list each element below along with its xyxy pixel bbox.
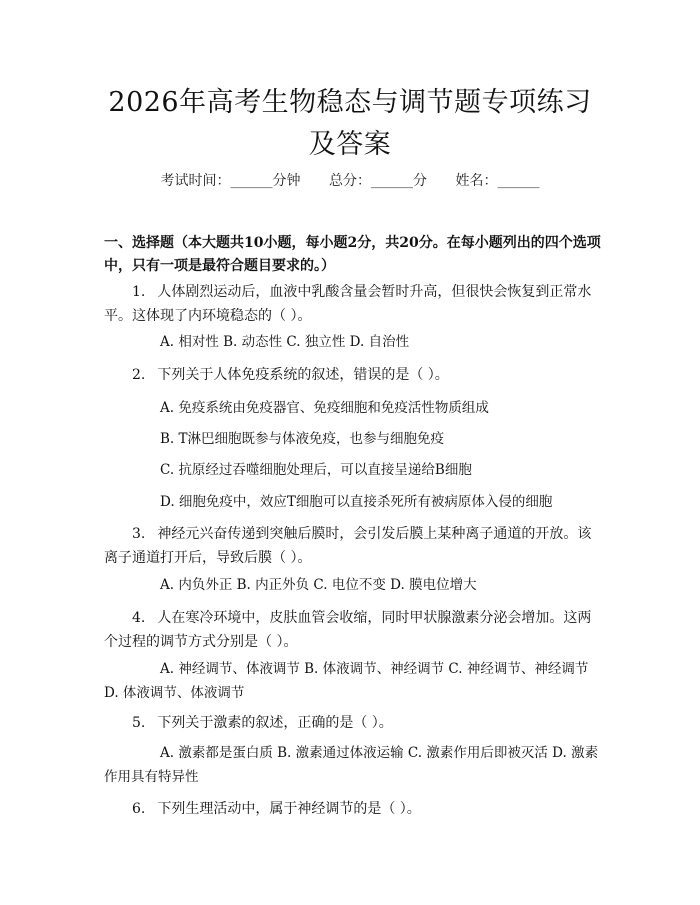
question-number: 5.: [132, 715, 146, 731]
question-4-options: A. 神经调节、体液调节 B. 体液调节、神经调节 C. 神经调节、神经调节 D. 体液调节、体液调节: [104, 661, 589, 701]
question-2-option-d: D. 细胞免疫中，效应T细胞可以直接杀死所有被病原体入侵的细胞: [160, 494, 553, 510]
question-5-options: A. 激素都是蛋白质 B. 激素通过体液运输 C. 激素作用后即被灭活 D. 激素作用具有特异性: [104, 745, 599, 785]
section-heading: 一、选择题（本大题共10小题，每小题2分，共20分。在每小题列出的四个选项中，只有一项是最符合题目要求的。）: [104, 235, 601, 274]
question-2-option-c: C. 抗原经过吞噬细胞处理后，可以直接呈递给B细胞: [160, 462, 472, 478]
question-3-options: A. 内负外正 B. 内正外负 C. 电位不变 D. 膜电位增大: [160, 577, 477, 593]
question-2: [104, 363, 604, 387]
question-text: 神经元兴奋传递到突触后膜时，会引发后膜上某种离子通道的开放。该离子通道打开后，导致后膜（ ）。: [104, 526, 592, 566]
question-6: [104, 797, 604, 821]
question-text: 下列生理活动中，属于神经调节的是（ ）。: [157, 801, 421, 817]
question-1-options: A. 相对性 B. 动态性 C. 独立性 D. 自治性: [160, 334, 410, 350]
question-number: 1.: [132, 284, 146, 300]
question-1: [104, 280, 604, 328]
page-title: 2026年高考生物稳态与调节题专项练习及答案: [108, 87, 592, 160]
question-number: 6.: [132, 801, 146, 817]
question-4: [104, 606, 604, 654]
exam-score: 总分：______分: [329, 173, 427, 189]
question-5: [104, 711, 604, 735]
question-text: 下列关于人体免疫系统的叙述，错误的是（ ）。: [157, 367, 449, 383]
exam-meta: [0, 170, 700, 190]
question-3: [104, 522, 604, 570]
question-number: 2.: [132, 367, 146, 383]
question-2-option-a: A. 免疫系统由免疫器官、免疫细胞和免疫活性物质组成: [160, 400, 489, 416]
question-number: 3.: [132, 526, 146, 542]
question-2-option-b: B. T淋巴细胞既参与体液免疫，也参与细胞免疫: [160, 431, 445, 447]
question-number: 4.: [132, 610, 146, 626]
question-text: 人体剧烈运动后，血液中乳酸含量会暂时升高，但很快会恢复到正常水平。这体现了内环境稳态的（ ）。: [104, 284, 592, 324]
exam-time: 考试时间：______分钟: [160, 173, 301, 189]
exam-name: 姓名：______: [455, 173, 540, 189]
question-text: 人在寒冷环境中，皮肤血管会收缩，同时甲状腺激素分泌会增加。这两个过程的调节方式分别是（ ）。: [104, 610, 592, 650]
question-text: 下列关于激素的叙述，正确的是（ ）。: [157, 715, 393, 731]
